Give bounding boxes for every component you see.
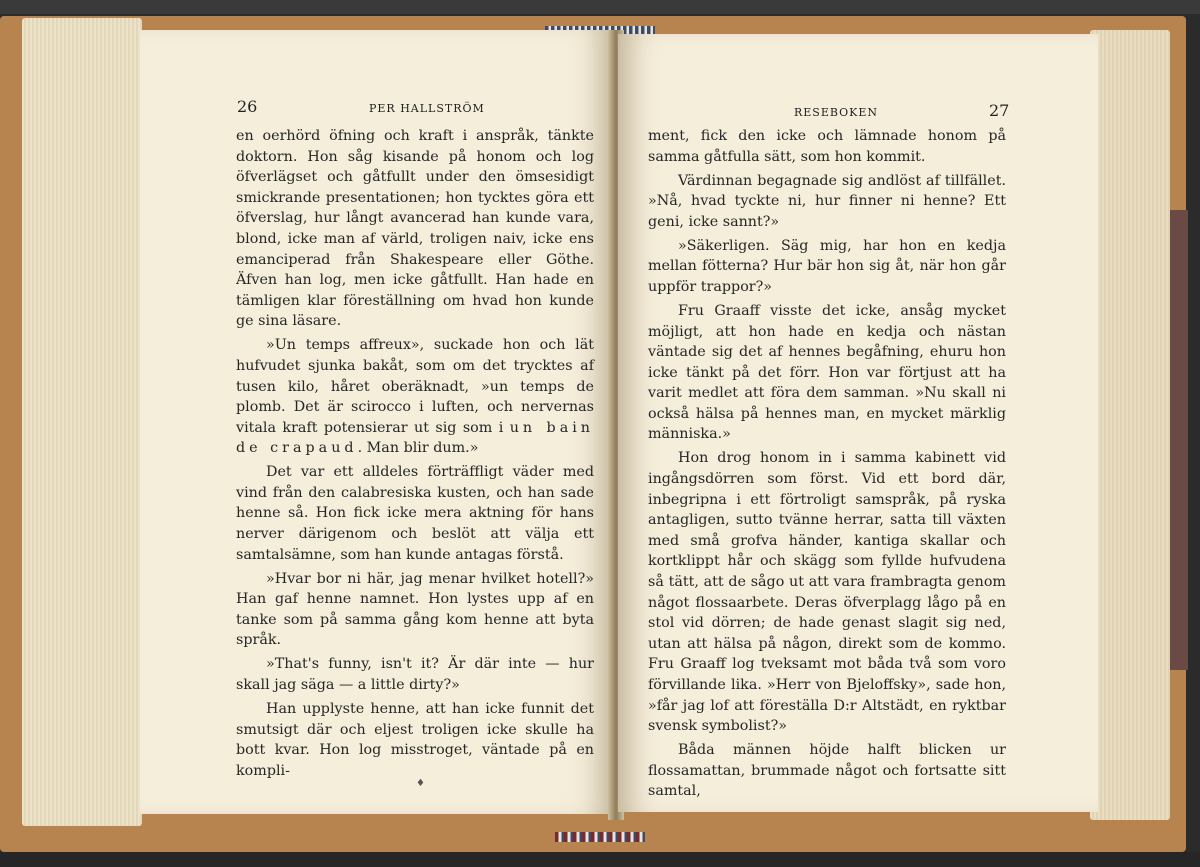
scan-border-bottom <box>0 852 1200 867</box>
right-page-header <box>648 101 1013 121</box>
paragraph: »Hvar bor ni här, jag menar hvilket hotell?» Han gaf henne namnet. Hon lystes upp af en tanke som på samma gång kom henne att byta språk. <box>236 570 594 649</box>
left-page-number: 26 <box>237 97 258 116</box>
right-page <box>618 34 1098 812</box>
right-page-body <box>648 126 1006 805</box>
paragraph: Värdinnan begagnade sig andlöst af tillfället. »Nå, hvad tyckte ni, hur finner ni henne? Ett geni, icke sannt?» <box>648 172 1006 230</box>
paragraph: Båda männen höjde halft blicken ur flossamattan, brummade något och fortsatte sitt samtal, <box>648 742 1006 800</box>
left-running-title: PER HALLSTRÖM <box>369 102 485 115</box>
spaced-emphasis: un bain de crapaud <box>236 419 594 457</box>
paragraph: ment, fick den icke och lämnade honom på samma gåtfulla sätt, som hon kommit. <box>648 128 1006 165</box>
paragraph: Han upplyste henne, att han icke funnit det smutsigt där och eljest troligen icke skulle ha bott kvar. Hon log misstroget, väntade på en kompli- <box>236 700 594 779</box>
left-page-body <box>236 126 594 785</box>
scan-border-top <box>0 0 1200 14</box>
paragraph: en oerhörd öfning och kraft i anspråk, tänkte doktorn. Hon såg kisande på honom och log öfverlägset och gåtfullt under den ömsesidigt smickrande presentationen; hon tycktes göra ett öfverslag, hur långt avancerad han kunde vara, blond, icke man af värld, troligen naiv, icke ens emanciperad från Shakespeare eller Göthe. Äfven han log, men icke gåtfullt. Han hade en tämligen klar föreställning om hvad hon kunde ge sina läsare. <box>236 128 594 330</box>
paragraph: »That's funny, isn't it? Är där inte — hur skall jag säga — a little dirty?» <box>236 656 594 693</box>
paragraph: »Un temps affreux», suckade hon och lät hufvudet sjunka bakåt, som om det trycktes af tusen kilo, håret oberäknadt, »un temps de plomb. Det är scirocco i luften, och nervernas vitala kraft potensierar ut sig som i un bain de crapaud. Man blir dum.» <box>236 337 594 457</box>
page-edges-left <box>22 18 142 826</box>
page-mark: ♦ <box>416 778 425 789</box>
left-page <box>140 30 612 814</box>
left-page-header <box>237 97 612 117</box>
paragraph: »Säkerligen. Säg mig, har hon en kedja mellan fötterna? Hur bär hon sig åt, när hon går uppför trappor?» <box>648 237 1006 295</box>
headband-bottom <box>555 832 645 842</box>
right-running-title: RESEBOKEN <box>794 106 879 119</box>
page-edges-right <box>1090 30 1170 820</box>
right-page-number: 27 <box>989 101 1010 120</box>
paragraph: Hon drog honom in i samma kabinett vid ingångsdörren som först. Vid ett bord där, inbegripna i ett förtroligt samspråk, på ryska antagligen, sutto tvänne herrar, satta till växten med små grofva händer, kantiga skallar och kortklippt hår och skägg som fyllde hufvudena så tätt, att de sågo ut att vara frambragta genom något flossaarbete. Deras öfverplagg lågo på en stol vid dörren; de hade genast slagit sig ned, utan att hälsa på någon, direkt som de kommo. Fru Graaff log tveksamt mot båda två som voro förvillande lika. »Herr von Bjeloffsky», sade hon, »får jag lof att föreställa D:r Altstädt, en ryktbar svensk symbolist?» <box>648 450 1006 735</box>
paragraph: Fru Graaff visste det icke, ansåg mycket möjligt, att hon hade en kedja och nästan väntade sig det af hennes begåfning, ehuru hon icke tänkt på det förr. Hon var förtjust att ha varit medlet att föra dem samman. »Nu skall ni också hälsa på hennes man, en mycket märklig människa.» <box>648 302 1006 443</box>
paragraph: Det var ett alldeles förträffligt väder med vind från den calabresiska kusten, och han sade henne så. Hon fick icke mera aktning för hans nerver därigenom och beslöt att välja ett samtalsämne, som han kunde antagas förstå. <box>236 464 594 563</box>
